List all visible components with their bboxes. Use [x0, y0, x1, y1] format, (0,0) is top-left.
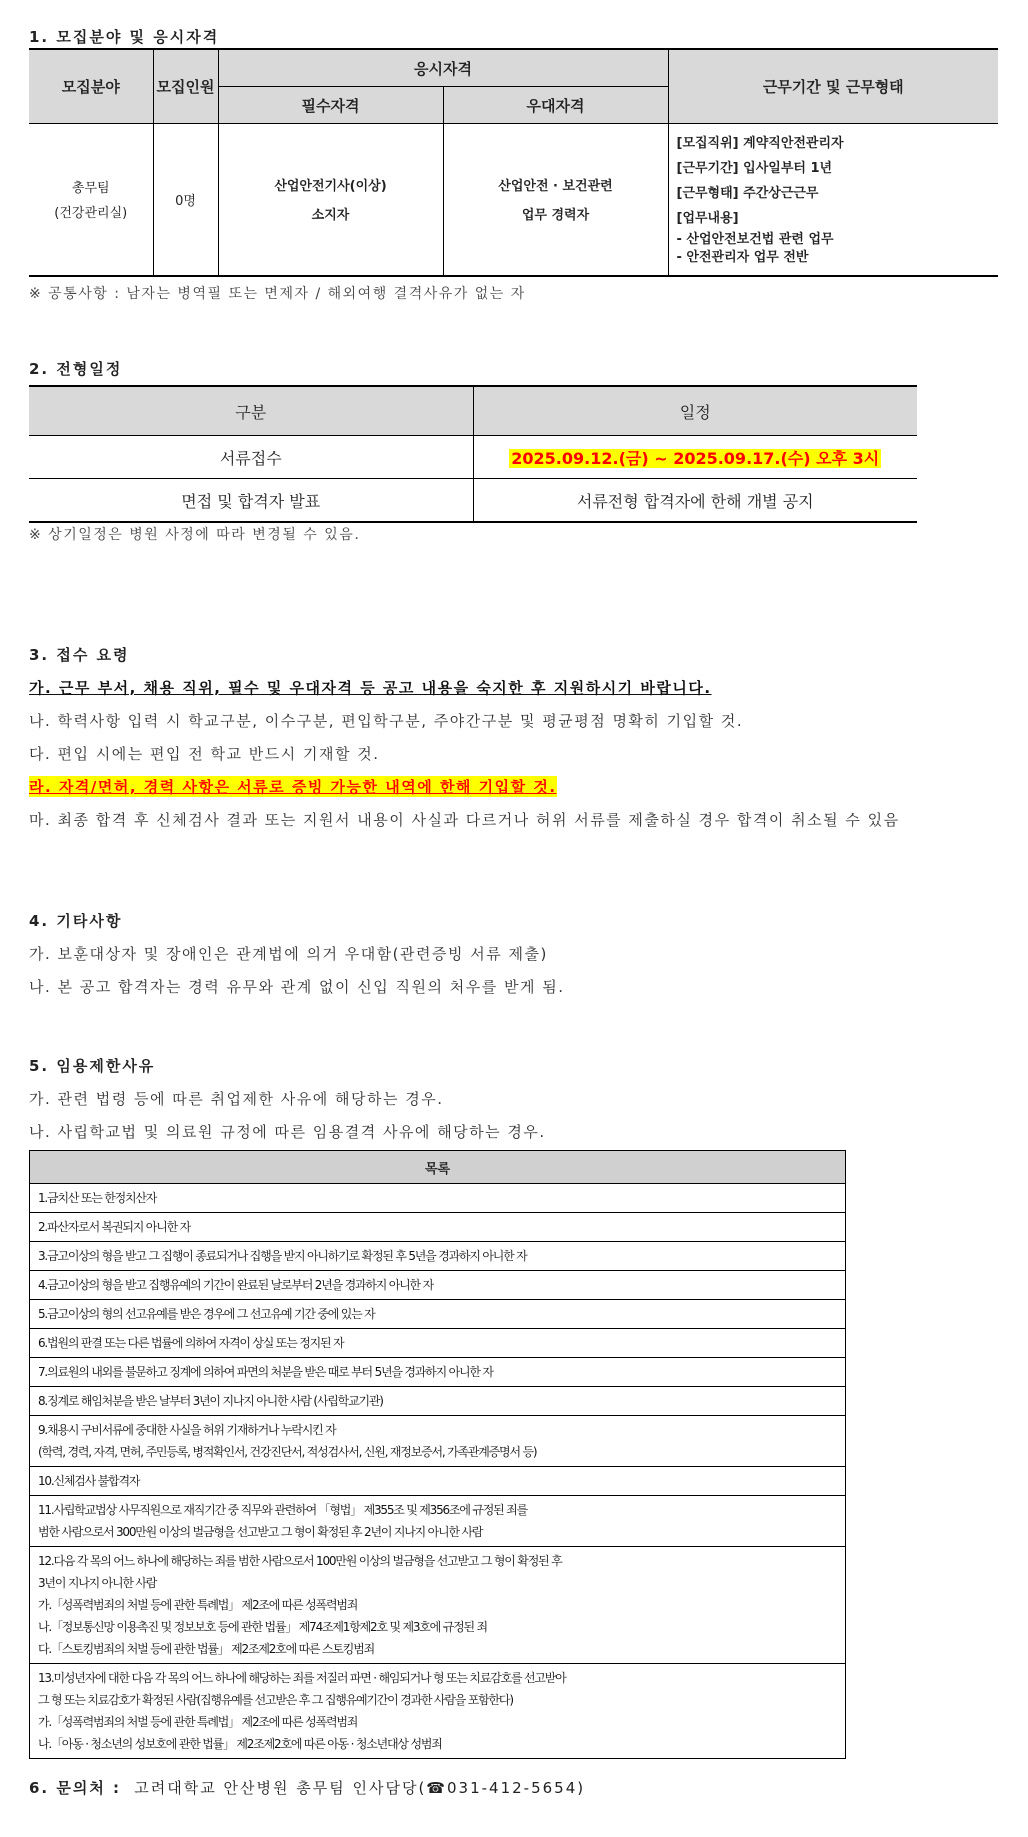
cell-count: 0명 [153, 124, 218, 276]
condition-line: - 산업안전보건법 관련 업무 [676, 232, 834, 248]
restriction-item: 가. 관련 법령 등에 따른 취업제한 사유에 해당하는 경우. [29, 1090, 444, 1108]
list-text: 가.「성폭력범죄의 처벌 등에 관한 특례법」 제2조에 따른 성폭력범죄 [38, 1598, 358, 1612]
header-preferred: 우대자격 [443, 87, 668, 124]
condition-line: [업무내용] [676, 211, 739, 227]
apply-item: 나. 학력사항 입력 시 학교구분, 이수구분, 편입학구분, 주야간구분 및 평균평점 명확히 기입할 것. [29, 712, 744, 730]
section-1-note: ※ 공통사항 : 남자는 병역필 또는 면제자 / 해외여행 결격사유가 없는 자 [29, 286, 526, 302]
recruitment-table [29, 48, 998, 277]
list-row [30, 1496, 846, 1547]
list-row [30, 1387, 846, 1416]
list-text: 4.금고이상의 형을 받고 집행유예의 기간이 완료된 날로부터 2년을 경과하지 아니한 자 [38, 1278, 433, 1292]
condition-line: - 안전관리자 업무 전반 [676, 250, 809, 266]
list-text: 9.채용시 구비서류에 중대한 사실을 허위 기재하거나 누락시킨 자 [38, 1423, 336, 1437]
condition-line: [근무기간] 입사일부터 1년 [676, 161, 833, 177]
section-2-note: ※ 상기일정은 병원 사정에 따라 변경될 수 있음. [29, 527, 361, 543]
apply-item: 가. 근무 부서, 채용 직위, 필수 및 우대자격 등 공고 내용을 숙지한 후 지원하시기 바랍니다. [29, 679, 712, 697]
list-text: 가.「성폭력범죄의 처벌 등에 관한 특례법」 제2조에 따른 성폭력범죄 [38, 1715, 358, 1729]
list-header: 목록 [30, 1151, 846, 1184]
list-text: 5.금고이상의 형의 선고유예를 받은 경우에 그 선고유예 기간 중에 있는 자 [38, 1307, 375, 1321]
header-period: 근무기간 및 근무형태 [668, 49, 998, 124]
preferred-line: 업무 경력자 [521, 208, 590, 224]
field-line: (건강관리실) [54, 206, 128, 222]
required-line: 소지자 [311, 208, 350, 224]
list-text: 8.징계로 해임처분을 받은 날부터 3년이 지나지 아니한 사람 (사립학교기관) [38, 1394, 383, 1408]
header-field: 모집분야 [29, 49, 153, 124]
list-text: 나.「아동 · 청소년의 성보호에 관한 법률」 제2조제2호에 따른 아동 · 청소년대상 성범죄 [38, 1737, 442, 1751]
condition-line: [근무형태] 주간상근근무 [676, 186, 819, 202]
cell-required [218, 124, 443, 276]
condition-line: [모집직위] 계약직안전관리자 [676, 136, 844, 152]
list-row [30, 1547, 846, 1664]
section-2-title: 2. 전형일정 [29, 360, 123, 378]
list-text: 12.다음 각 목의 어느 하나에 해당하는 죄를 범한 사람으로서 100만원 이상의 벌금형을 선고받고 그 형이 확정된 후 [38, 1554, 562, 1568]
list-text: 그 형 또는 치료감호가 확정된 사람(집행유예를 선고받은 후 그 집행유예기간이 경과한 사람을 포함한다) [38, 1693, 513, 1707]
schedule-value [473, 436, 917, 479]
other-item: 가. 보훈대상자 및 장애인은 관계법에 의거 우대함(관련증빙 서류 제출) [29, 945, 548, 963]
header-schedule: 일정 [473, 386, 917, 436]
schedule-category: 면접 및 합격자 발표 [29, 479, 473, 523]
contact-line [29, 1777, 585, 1798]
contact-label: 6. 문의처 : [29, 1779, 122, 1797]
list-text: 범한 사람으로서 300만원 이상의 벌금형을 선고받고 그 형이 확정된 후 2년이 지나지 아니한 사람 [38, 1525, 483, 1539]
list-text: 2.파산자로서 복권되지 아니한 자 [38, 1220, 190, 1234]
list-text: 7.의료원의 내외를 불문하고 징계에 의하여 파면의 처분을 받은 때로 부터 5년을 경과하지 아니한 자 [38, 1365, 493, 1379]
section-5-title: 5. 임용제한사유 [29, 1057, 156, 1075]
list-row [30, 1213, 846, 1242]
header-category: 구분 [29, 386, 473, 436]
list-text: 1.금치산 또는 한정치산자 [38, 1191, 157, 1205]
list-row [30, 1271, 846, 1300]
list-row [30, 1358, 846, 1387]
schedule-table [29, 385, 917, 523]
list-text: 11.사립학교법상 사무직원으로 재직기간 중 직무와 관련하여 「형법」 제355조 및 제356조에 규정된 죄를 [38, 1503, 527, 1517]
list-text: 3.금고이상의 형을 받고 그 집행이 종료되거나 집행을 받지 아니하기로 확정된 후 5년을 경과하지 아니한 자 [38, 1249, 527, 1263]
list-text: 다.「스토킹범죄의 처벌 등에 관한 법률」 제2조제2호에 따른 스토킹범죄 [38, 1642, 374, 1656]
preferred-line: 산업안전 · 보건관련 [498, 179, 613, 195]
restriction-item: 나. 사립학교법 및 의료원 규정에 따른 임용결격 사유에 해당하는 경우. [29, 1123, 546, 1141]
field-line: 총무팀 [71, 181, 110, 197]
cell-field [29, 124, 153, 276]
section-1-title: 1. 모집분야 및 응시자격 [29, 28, 220, 46]
disqualification-table [29, 1150, 846, 1759]
list-row [30, 1184, 846, 1213]
header-qualification: 응시자격 [218, 49, 668, 87]
list-row [30, 1300, 846, 1329]
list-text: 나.「정보통신망 이용촉진 및 정보보호 등에 관한 법률」 제74조제1항제2호 및 제3호에 규정된 죄 [38, 1620, 487, 1634]
list-row [30, 1416, 846, 1467]
apply-item-highlighted: 라. 자격/면허, 경력 사항은 서류로 증빙 가능한 내역에 한해 기입할 것. [29, 778, 557, 796]
list-text: (학력, 경력, 자격, 면허, 주민등록, 병적확인서, 건강진단서, 적성검사서, 신원, 재정보증서, 가족관계증명서 등) [38, 1445, 537, 1459]
list-row [30, 1329, 846, 1358]
list-text: 13.미성년자에 대한 다음 각 목의 어느 하나에 해당하는 죄를 저질러 파면 · 해임되거나 형 또는 치료감호를 선고받아 [38, 1671, 566, 1685]
required-line: 산업안전기사(이상) [274, 179, 387, 195]
section-3-title: 3. 접수 요령 [29, 646, 130, 664]
other-item: 나. 본 공고 합격자는 경력 유무와 관계 없이 신입 직원의 처우를 받게 됨. [29, 978, 565, 996]
contact-text: 고려대학교 안산병원 총무팀 인사담당(☎031-412-5654) [134, 1779, 586, 1797]
list-row [30, 1664, 846, 1759]
header-count: 모집인원 [153, 49, 218, 124]
list-text: 10.신체검사 불합격자 [38, 1474, 140, 1488]
cell-preferred [443, 124, 668, 276]
apply-item: 마. 최종 합격 후 신체검사 결과 또는 지원서 내용이 사실과 다르거나 허위 서류를 제출하실 경우 합격이 취소될 수 있음 [29, 811, 900, 829]
highlighted-date: 2025.09.12.(금) ~ 2025.09.17.(수) 오후 3시 [511, 448, 880, 468]
schedule-value: 서류전형 합격자에 한해 개별 공지 [473, 479, 917, 523]
cell-conditions [668, 124, 998, 276]
list-row [30, 1467, 846, 1496]
header-required: 필수자격 [218, 87, 443, 124]
schedule-category: 서류접수 [29, 436, 473, 479]
apply-item: 다. 편입 시에는 편입 전 학교 반드시 기재할 것. [29, 745, 380, 763]
section-4-title: 4. 기타사항 [29, 912, 123, 930]
list-text: 6.법원의 판결 또는 다른 법률에 의하여 자격이 상실 또는 정지된 자 [38, 1336, 344, 1350]
list-text: 3년이 지나지 아니한 사람 [38, 1576, 157, 1590]
list-row [30, 1242, 846, 1271]
